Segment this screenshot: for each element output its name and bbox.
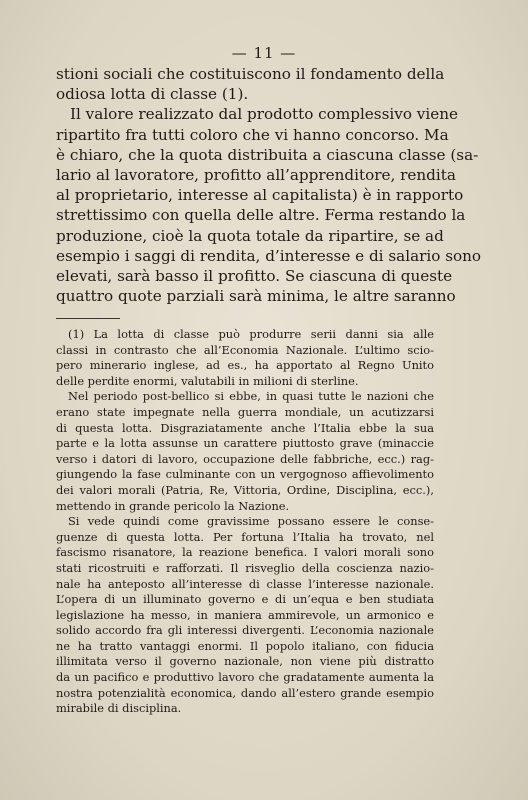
- body-line: ripartito fra tutti coloro che vi hanno concorso. Ma: [56, 125, 449, 144]
- footnote-line: erano state impegnate nella guerra mondiale, un acutizzarsi: [56, 404, 434, 419]
- body-line: lario al lavoratore, profitto all’apprenditore, rendita: [56, 166, 456, 185]
- footnote-line: (1) La lotta di classe può produrre serii danni sia alle: [68, 327, 434, 341]
- footnote-line: di questa lotta. Disgraziatamente anche l’Italia ebbe la sua: [56, 420, 434, 435]
- body-line: quattro quote parziali sarà minima, le altre saranno: [56, 287, 456, 306]
- footnote-line: pero minerario inglese, ad es., ha apportato al Regno Unito: [56, 358, 434, 373]
- footnote-separator: [56, 318, 120, 319]
- footnote-line: stati ricostruiti e rafforzati. Il risveglio della coscienza nazio-: [56, 560, 434, 575]
- page-number: — 11 —: [231, 44, 297, 62]
- main-text: [56, 64, 482, 306]
- footnote-line: ne ha tratto vantaggi enormi. Il popolo italiano, con fiducia: [56, 638, 434, 653]
- footnote-line: da un pacifico e produttivo lavoro che gradatamente aumenta la: [56, 670, 434, 685]
- footnote-line: legislazione ha messo, in maniera ammirevole, un armonico e: [56, 607, 434, 622]
- body-line: al proprietario, interesse al capitalista) è in rapporto: [56, 186, 464, 205]
- footnote-line: L’opera di un illuminato governo e di un’equa e ben studiata: [56, 592, 434, 607]
- footnote-line: dei valori morali (Patria, Re, Vittoria, Ordine, Disciplina, ecc.),: [56, 482, 434, 497]
- body-line: stioni sociali che costituiscono il fondamento della: [56, 65, 445, 83]
- footnote-line: mettendo in grande pericolo la Nazione.: [56, 498, 290, 513]
- body-line: è chiaro, che la quota distribuita a ciascuna classe (sa-: [56, 145, 479, 164]
- footnote-line: verso i datori di lavoro, occupazione delle fabbriche, ecc.) rag-: [56, 451, 434, 466]
- body-line: elevati, sarà basso il profitto. Se ciascuna di queste: [56, 267, 453, 286]
- body-line: Il valore realizzato dal prodotto complessivo viene: [70, 105, 458, 124]
- footnote-line: Si vede quindi come gravissime possano essere le conse-: [68, 514, 434, 529]
- footnote-line: giungendo la fase culminante con un vergognoso affievolimento: [56, 467, 434, 482]
- footnote-line: nale ha anteposto all’interesse di classe l’interesse nazionale.: [56, 576, 434, 591]
- footnote-line: delle perdite enormi, valutabili in milioni di sterline.: [56, 373, 359, 388]
- body-line: odiosa lotta di classe (1).: [56, 85, 249, 104]
- footnote-line: guenze di questa lotta. Per fortuna l’Italia ha trovato, nel: [56, 529, 434, 544]
- body-line: strettissimo con quella delle altre. Ferma restando la: [56, 206, 466, 225]
- footnote-line: Nel periodo post-bellico si ebbe, in quasi tutte le nazioni che: [68, 389, 434, 404]
- footnote-line: classi in contrasto che all’Economia Nazionale. L’ultimo scio-: [56, 342, 434, 357]
- footnote: [56, 327, 434, 717]
- body-line: esempio i saggi di rendita, d’interesse e di salario sono: [56, 246, 482, 265]
- body-line: produzione, cioè la quota totale da ripartire, se ad: [56, 226, 444, 245]
- footnote-line: illimitata verso il governo nazionale, non viene più distratto: [56, 654, 434, 669]
- footnote-line: mirabile di disciplina.: [56, 701, 182, 716]
- footnote-line: fascismo risanatore, la reazione benefica. I valori morali sono: [56, 545, 434, 560]
- footnote-line: nostra potenzialità economica, dando all’estero grande esempio: [56, 685, 434, 700]
- footnote-line: parte e la lotta assunse un carattere piuttosto grave (minaccie: [56, 436, 434, 451]
- footnote-line: solido accordo fra gli interessi divergenti. L’economia nazionale: [56, 623, 434, 638]
